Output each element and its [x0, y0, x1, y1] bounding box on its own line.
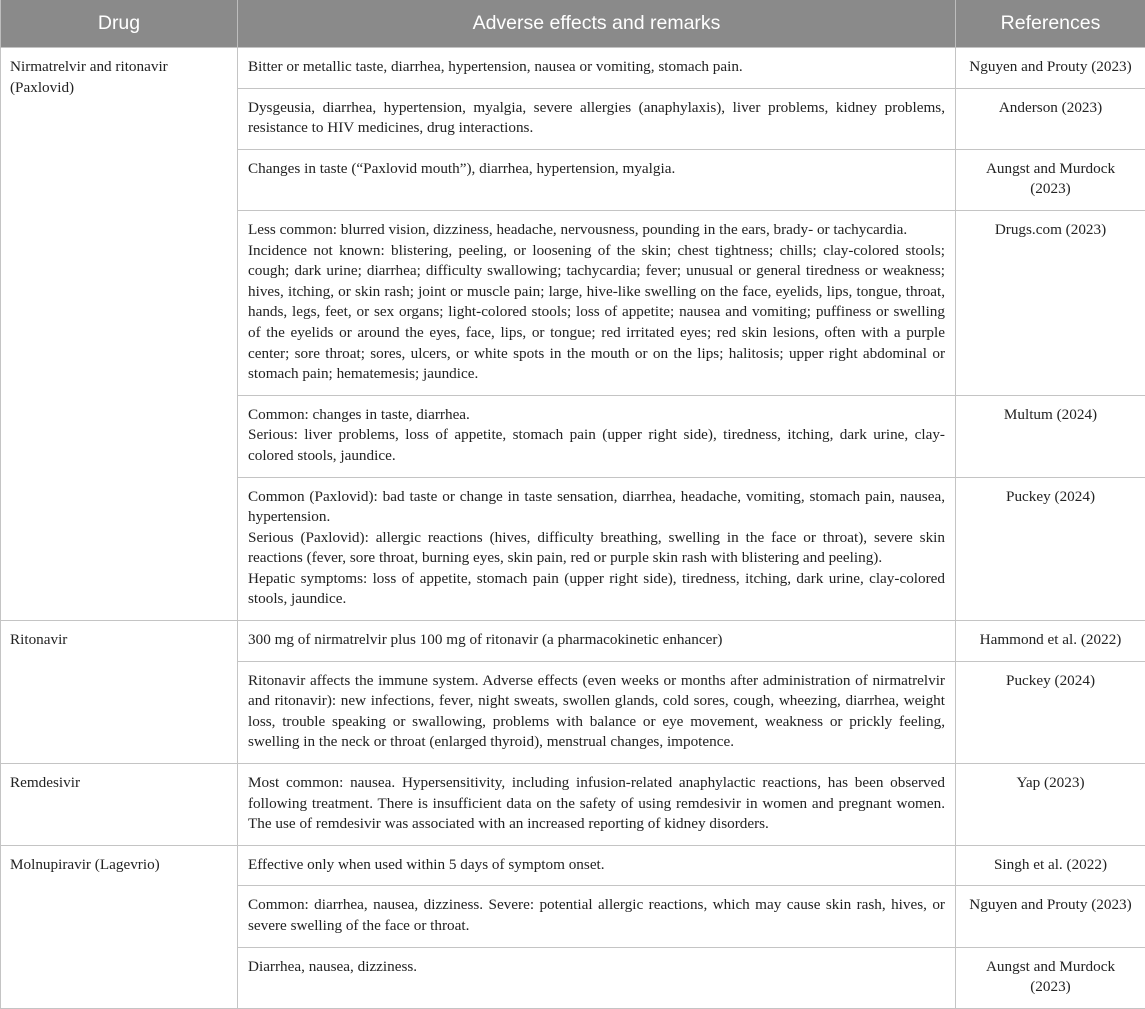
drug-name-cell: Molnupiravir (Lagevrio)	[1, 845, 238, 1008]
effect-paragraph: Bitter or metallic taste, diarrhea, hypertension, nausea or vomiting, stomach pain.	[248, 57, 945, 78]
effect-paragraph: Common: changes in taste, diarrhea.	[248, 405, 945, 426]
reference-cell: Nguyen and Prouty (2023)	[956, 48, 1145, 89]
reference-cell: Aungst and Murdock (2023)	[956, 149, 1145, 210]
reference-cell: Yap (2023)	[956, 764, 1145, 846]
adverse-effects-cell	[238, 621, 956, 662]
adverse-effects-cell	[238, 947, 956, 1008]
drug-name-cell: Ritonavir	[1, 621, 238, 764]
adverse-effects-cell	[238, 395, 956, 477]
adverse-effects-cell	[238, 764, 956, 846]
table-row	[1, 845, 1145, 886]
reference-cell: Puckey (2024)	[956, 661, 1145, 763]
effect-paragraph: Diarrhea, nausea, dizziness.	[248, 957, 945, 978]
adverse-effects-cell	[238, 661, 956, 763]
effect-paragraph: Common: diarrhea, nausea, dizziness. Severe: potential allergic reactions, which may cause skin rash, hives, or severe swelling of the face or throat.	[248, 895, 945, 936]
effect-paragraph: 300 mg of nirmatrelvir plus 100 mg of ritonavir (a pharmacokinetic enhancer)	[248, 630, 945, 651]
reference-cell: Nguyen and Prouty (2023)	[956, 886, 1145, 947]
adverse-effects-cell	[238, 149, 956, 210]
header-drug: Drug	[1, 0, 238, 48]
drug-name-cell: Remdesivir	[1, 764, 238, 846]
effect-paragraph: Effective only when used within 5 days of symptom onset.	[248, 855, 945, 876]
reference-cell: Drugs.com (2023)	[956, 210, 1145, 395]
effect-paragraph: Serious: liver problems, loss of appetite, stomach pain (upper right side), tiredness, itching, dark urine, clay-colored stools, jaundice.	[248, 425, 945, 466]
table-row	[1, 764, 1145, 846]
header-adverse-effects: Adverse effects and remarks	[238, 0, 956, 48]
adverse-effects-cell	[238, 845, 956, 886]
drug-name-cell: Nirmatrelvir and ritonavir (Paxlovid)	[1, 48, 238, 621]
header-references: References	[956, 0, 1145, 48]
effect-paragraph: Most common: nausea. Hypersensitivity, including infusion-related anaphylactic reactions, has been observed following treatment. There is insufficient data on the safety of using remdesivir in women and pregnant women. The use of remdesivir was associated with an increased reporting of kidney disorders.	[248, 773, 945, 835]
reference-cell: Hammond et al. (2022)	[956, 621, 1145, 662]
reference-cell: Puckey (2024)	[956, 477, 1145, 621]
header-row	[1, 0, 1145, 48]
effect-paragraph: Common (Paxlovid): bad taste or change in taste sensation, diarrhea, headache, vomiting, stomach pain, nausea, hypertension.	[248, 487, 945, 528]
table-row	[1, 48, 1145, 89]
table-body	[1, 48, 1145, 1009]
adverse-effects-cell	[238, 48, 956, 89]
effect-paragraph: Dysgeusia, diarrhea, hypertension, myalgia, severe allergies (anaphylaxis), liver problems, kidney problems, resistance to HIV medicines, drug interactions.	[248, 98, 945, 139]
adverse-effects-cell	[238, 477, 956, 621]
reference-cell: Singh et al. (2022)	[956, 845, 1145, 886]
table-header	[1, 0, 1145, 48]
effect-paragraph: Less common: blurred vision, dizziness, headache, nervousness, pounding in the ears, brady- or tachycardia.	[248, 220, 945, 241]
adverse-effects-cell	[238, 88, 956, 149]
effect-paragraph: Serious (Paxlovid): allergic reactions (hives, difficulty breathing, swelling in the face or throat), severe skin reactions (fever, sore throat, burning eyes, skin pain, red or purple skin rash with blistering and peeling).	[248, 528, 945, 569]
effect-paragraph: Incidence not known: blistering, peeling, or loosening of the skin; chest tightness; chills; clay-colored stools; cough; dark urine; diarrhea; difficulty swallowing; tachycardia; fever; unusual or general tiredness or weakness; hives, itching, or skin rash; joint or muscle pain; large, hive-like swelling on the face, eyelids, lips, tongue, throat, hands, legs, feet, or sex organs; light-colored stools; loss of appetite; nausea and vomiting; puffiness or swelling of the eyelids or around the eyes, face, lips, or tongue; red irritated eyes; red skin lesions, often with a purple center; sore throat; sores, ulcers, or white spots in the mouth or on the lips; halitosis; upper right abdominal or stomach pain; hematemesis; jaundice.	[248, 241, 945, 385]
reference-cell: Aungst and Murdock (2023)	[956, 947, 1145, 1008]
table-row	[1, 621, 1145, 662]
reference-cell: Multum (2024)	[956, 395, 1145, 477]
effect-paragraph: Changes in taste (“Paxlovid mouth”), diarrhea, hypertension, myalgia.	[248, 159, 945, 180]
effect-paragraph: Hepatic symptoms: loss of appetite, stomach pain (upper right side), tiredness, itching, dark urine, clay-colored stools, jaundice.	[248, 569, 945, 610]
adverse-effects-cell	[238, 886, 956, 947]
effect-paragraph: Ritonavir affects the immune system. Adverse effects (even weeks or months after administration of nirmatrelvir and ritonavir): new infections, fever, night sweats, swollen glands, cold sores, cough, wheezing, diarrhea, weight loss, trouble speaking or swallowing, problems with balance or eye movement, weakness or prickly feeling, swelling in the neck or throat (enlarged thyroid), menstrual changes, impotence.	[248, 671, 945, 753]
reference-cell: Anderson (2023)	[956, 88, 1145, 149]
adverse-effects-cell	[238, 210, 956, 395]
